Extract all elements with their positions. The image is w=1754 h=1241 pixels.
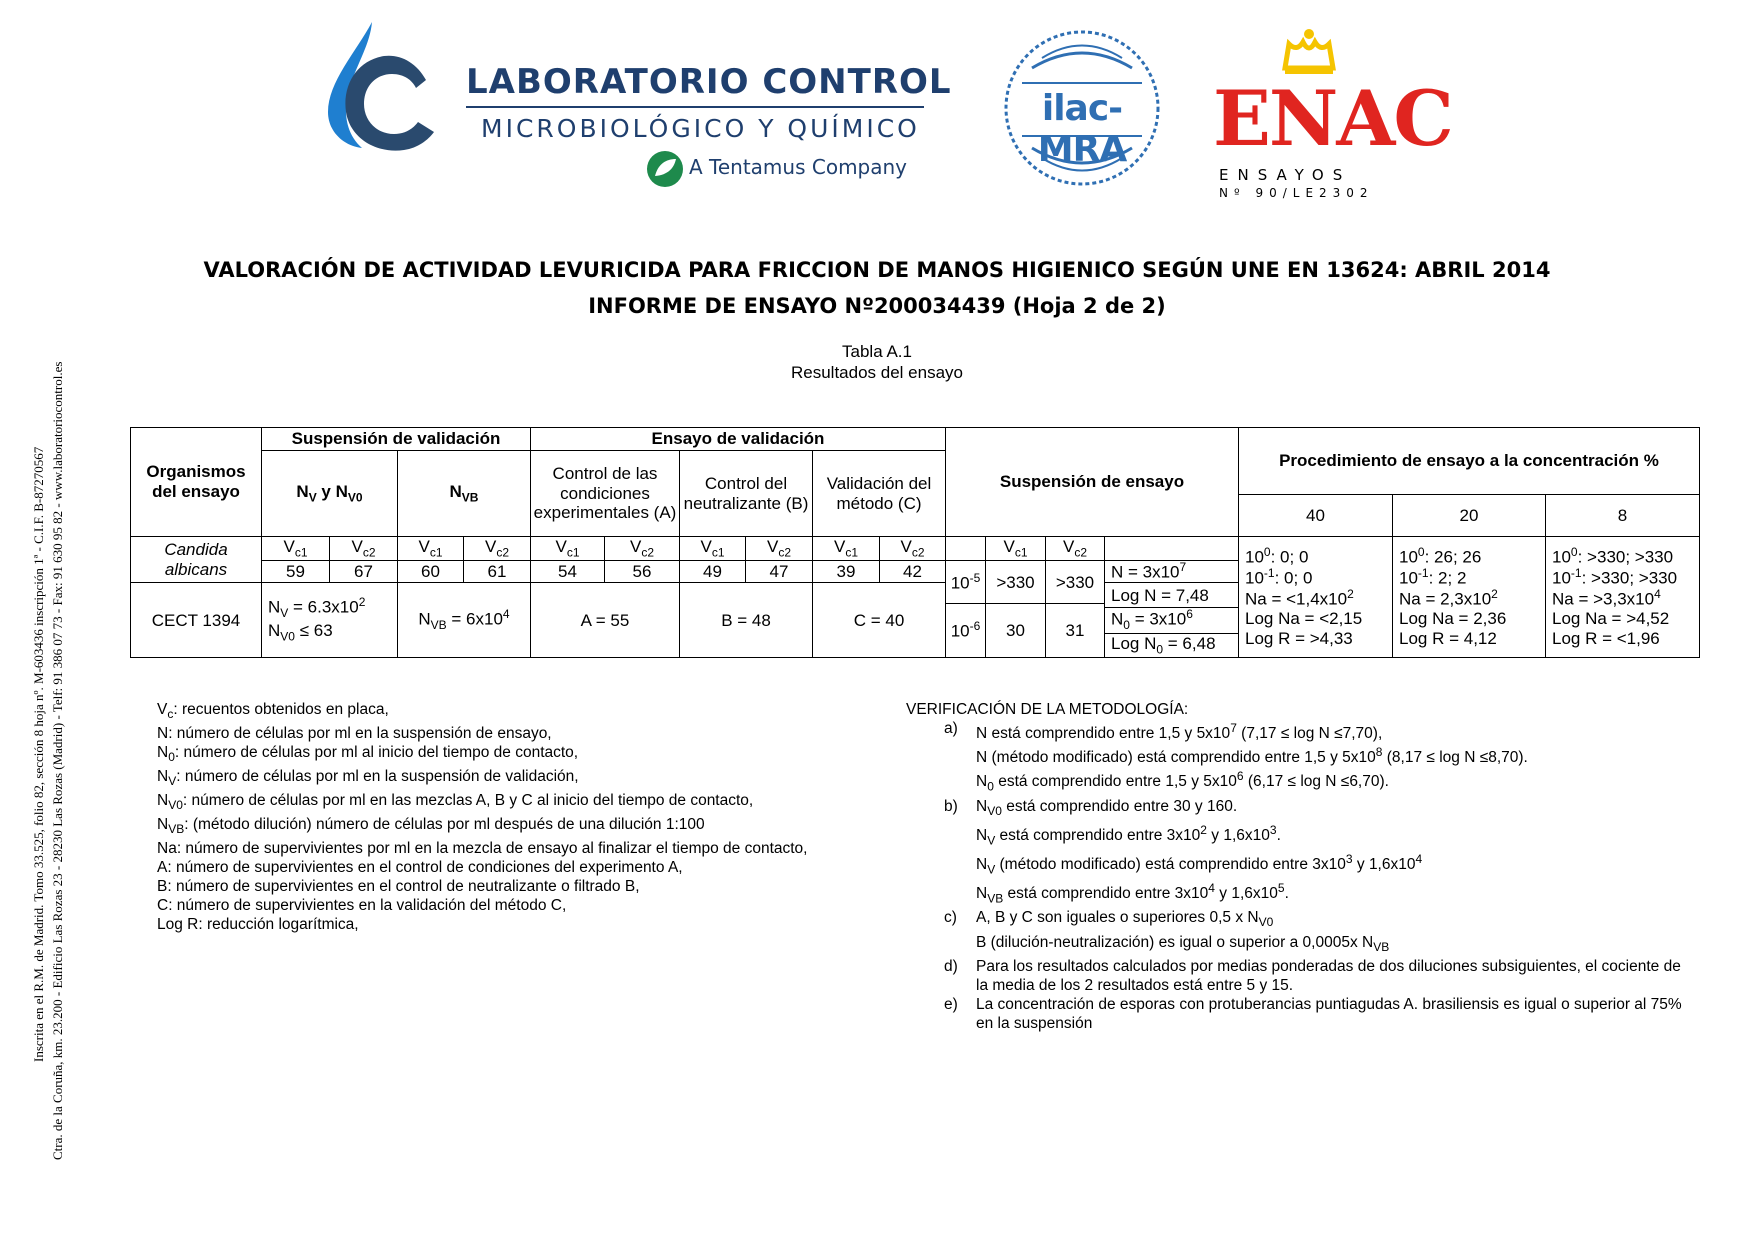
- dil2-vc2: 31: [1046, 604, 1105, 658]
- proc-20-results: $10^0$: 26; 26 $10^{-1}$: 2; 2 $Na = 2,3x10^2$ Log Na = 2,36 Log R = 4,12: [1393, 537, 1546, 658]
- b-result: B = 48: [680, 583, 813, 658]
- count-c-vc2: 42: [880, 561, 946, 583]
- dil1-vc2: >330: [1046, 561, 1105, 604]
- note-c: C: número de supervivientes en la validación del método C,: [157, 897, 567, 915]
- side-legal-text: [0, 0, 80, 1241]
- ilac-text: ilac-MRA: [1037, 88, 1127, 170]
- lab-drop-icon: [306, 22, 466, 162]
- legend-notes: [157, 700, 807, 934]
- table-caption-number: Tabla A.1: [842, 342, 912, 361]
- count-nv-vc1: 59: [262, 561, 330, 583]
- note-a: A: número de supervivientes en el control de condiciones del experimento A,: [157, 859, 683, 877]
- results-table: [130, 427, 1700, 658]
- header-organismos: Organismos del ensayo: [131, 428, 262, 537]
- a-result: A = 55: [531, 583, 680, 658]
- crown-icon: [1279, 28, 1339, 76]
- side-address-line: Ctra. de la Coruña, km. 23.200 - Edificio Las Rozas 23 - 28230 Las Rozas (Madrid) - Telf: 91 386 07 73 - Fax: 91 630 95 82 - www.laboratoriocontrol.es: [50, 361, 65, 1160]
- vc1-label: $V_{c1}$: [262, 537, 330, 561]
- verification-item-e: e) La concentración de esporas con protuberancias puntiagudas A. brasiliensis es igual o superior al 75% en la suspensión: [944, 995, 1682, 1032]
- header-control-condiciones: Control de las condiciones experimentales (A): [531, 451, 680, 537]
- vc1-label: $V_{c1}$: [680, 537, 746, 561]
- dil1-vc1: >330: [986, 561, 1046, 604]
- verification-section: [906, 700, 1696, 1033]
- ilac-mra-logo: [1002, 28, 1162, 188]
- verification-heading: VERIFICACIÓN DE LA METODOLOGÍA:: [906, 701, 1189, 718]
- count-nv-vc2: 67: [330, 561, 398, 583]
- table-caption-title: Resultados del ensayo: [790, 363, 963, 382]
- note-nvb: $N_{VB}$: (método dilución) número de células por ml después de una dilución 1:100: [157, 816, 705, 837]
- concentration-8: 8: [1546, 495, 1700, 537]
- count-nvb-vc2: 61: [464, 561, 531, 583]
- vc2-label: $V_{c2}$: [330, 537, 398, 561]
- note-vc: $V_c$: recuentos obtenidos en placa,: [157, 701, 389, 722]
- dilution-blank: [946, 537, 986, 561]
- report-title: VALORACIÓN DE ACTIVIDAD LEVURICIDA PARA FRICCION DE MANOS HIGIENICO SEGÚN UNE EN 13624: ABRIL 2014: [203, 258, 1551, 282]
- note-b: B: número de supervivientes en el control de neutralizante o filtrado B,: [157, 878, 640, 896]
- verification-item-c: c) A, B y C son iguales o superiores 0,5 x $N_{V0}$ B (dilución-neutralización) es igual o superior a 0,0005x $N_{VB}$: [944, 909, 1390, 954]
- n-value: $N = 3x10^7$: [1105, 561, 1239, 583]
- result-blank: [1105, 537, 1239, 561]
- dilution-1e-5: $10^{-5}$: [946, 561, 986, 604]
- header-control-neutralizante: Control del neutralizante (B): [680, 451, 813, 537]
- side-registry-line: Inscrita en el R.M. de Madrid. Tomo 33.525, folio 82, sección 8 hoja nº. M-603436 inscripción 1ª - C.I.F. B-87270567: [31, 446, 46, 1062]
- header-suspension-ensayo: Suspensión de ensayo: [946, 428, 1239, 537]
- tentamus-leaf-icon: [646, 150, 684, 188]
- vc2-label: $V_{c2}$: [880, 537, 946, 561]
- tentamus-text: A Tentamus Company: [689, 155, 908, 179]
- vc2-label: $V_{c2}$: [605, 537, 680, 561]
- verification-item-a: a) N está comprendido entre 1,5 y $5x10^7$ (7,17 ≤ log N ≤7,70), N (método modificado) está comprendido entre 1,5 y $5x10^8$ (8,17 ≤ log N ≤8,70). $N_0$ está comprendido entre 1,5 y $5x10^6$ (6,17 ≤ log N ≤6,70).: [944, 720, 1528, 794]
- vc1-label: $V_{c1}$: [531, 537, 605, 561]
- count-nvb-vc1: 60: [398, 561, 464, 583]
- c-result: C = 40: [813, 583, 946, 658]
- count-b-vc1: 49: [680, 561, 746, 583]
- vc1-label: $V_{c1}$: [813, 537, 880, 561]
- organism-strain: CECT 1394: [131, 583, 262, 658]
- verification-item-b: b) $N_{V0}$ está comprendido entre 30 y 160. $N_V$ está comprendido entre $3x10^2$ y $1,6x10^3$. $N_V$ (método modificado) está comprendido entre $3x10^3$ y $1,6x10^4$ $N_{VB}$ está comprendido entre $3x10^4$ y $1,6x10^5$.: [944, 797, 1423, 906]
- note-logr: Log R: reducción logarítmica,: [157, 916, 359, 934]
- count-b-vc2: 47: [746, 561, 813, 583]
- concentration-40: 40: [1239, 495, 1393, 537]
- vc2-label: $V_{c2}$: [464, 537, 531, 561]
- count-a-vc2: 56: [605, 561, 680, 583]
- note-nv: $N_V$: número de células por ml en la suspensión de validación,: [157, 768, 579, 789]
- lab-divider: [466, 106, 924, 108]
- note-nv0: $N_{V0}$: número de células por ml en las mezclas A, B y C al inicio del tiempo de contacto,: [157, 792, 754, 813]
- note-n: N: número de células por ml en la suspensión de ensayo,: [157, 725, 552, 743]
- dilution-1e-6: $10^{-6}$: [946, 604, 986, 658]
- header-ensayo-validacion: Ensayo de validación: [531, 428, 946, 451]
- verification-item-d: d) Para los resultados calculados por medias ponderadas de dos diluciones subsiguientes, el cociente de la media de los 2 resultados está entre 5 y 15.: [944, 957, 1681, 994]
- log-n-value: Log N = 7,48: [1105, 583, 1239, 608]
- vc1-label: $V_{c1}$: [986, 537, 1046, 561]
- nv-result: $N_V = 6.3x10^2$ $N_{V0} \le 63$: [262, 583, 398, 658]
- count-c-vc1: 39: [813, 561, 880, 583]
- note-n0: $N_0$: número de células por ml al inicio del tiempo de contacto,: [157, 744, 579, 765]
- enac-number: Nº 90/LE2302: [1219, 186, 1374, 200]
- dil2-vc1: 30: [986, 604, 1046, 658]
- vc2-label: $V_{c2}$: [1046, 537, 1105, 561]
- nvb-result: $N_{VB} = 6x10^4$: [398, 583, 531, 658]
- count-a-vc1: 54: [531, 561, 605, 583]
- header-nv-nv0: $N_V$ y $N_{V0}$: [262, 451, 398, 537]
- enac-wordmark: ENAC: [1213, 74, 1452, 163]
- vc2-label: $V_{c2}$: [746, 537, 813, 561]
- lab-name-line2: MICROBIOLÓGICO Y QUÍMICO: [481, 114, 920, 143]
- enac-logo: [1213, 28, 1452, 200]
- header-nvb: $N_{VB}$: [398, 451, 531, 537]
- vc1-label: $V_{c1}$: [398, 537, 464, 561]
- concentration-20: 20: [1393, 495, 1546, 537]
- lab-name-line1: LABORATORIO CONTROL: [466, 62, 952, 102]
- log-n0-value: Log $N_0 = 6,48$: [1105, 634, 1239, 658]
- laboratorio-control-logo: [306, 22, 952, 202]
- n0-value: $N_0 = 3x10^6$: [1105, 608, 1239, 634]
- report-subtitle: INFORME DE ENSAYO Nº200034439 (Hoja 2 de 2): [588, 294, 1166, 318]
- enac-ensayos: ENSAYOS: [1219, 166, 1352, 184]
- header-procedimiento: Procedimiento de ensayo a la concentración %: [1239, 428, 1700, 495]
- note-na: Na: número de supervivientes por ml en la mezcla de ensayo al finalizar el tiempo de contacto,: [157, 840, 808, 858]
- proc-40-results: $10^0$: 0; 0 $10^{-1}$: 0; 0 $Na = <1,4x10^2$ Log Na = <2,15 Log R = >4,33: [1239, 537, 1393, 658]
- proc-8-results: $10^0$: >330; >330 $10^{-1}$: >330; >330 $Na = >3,3x10^4$ Log Na = >4,52 Log R = <1,96: [1546, 537, 1700, 658]
- header-validacion-metodo: Validación del método (C): [813, 451, 946, 537]
- header-suspension-validacion: Suspensión de validación: [262, 428, 531, 451]
- organism-name: Candida albicans: [131, 537, 262, 583]
